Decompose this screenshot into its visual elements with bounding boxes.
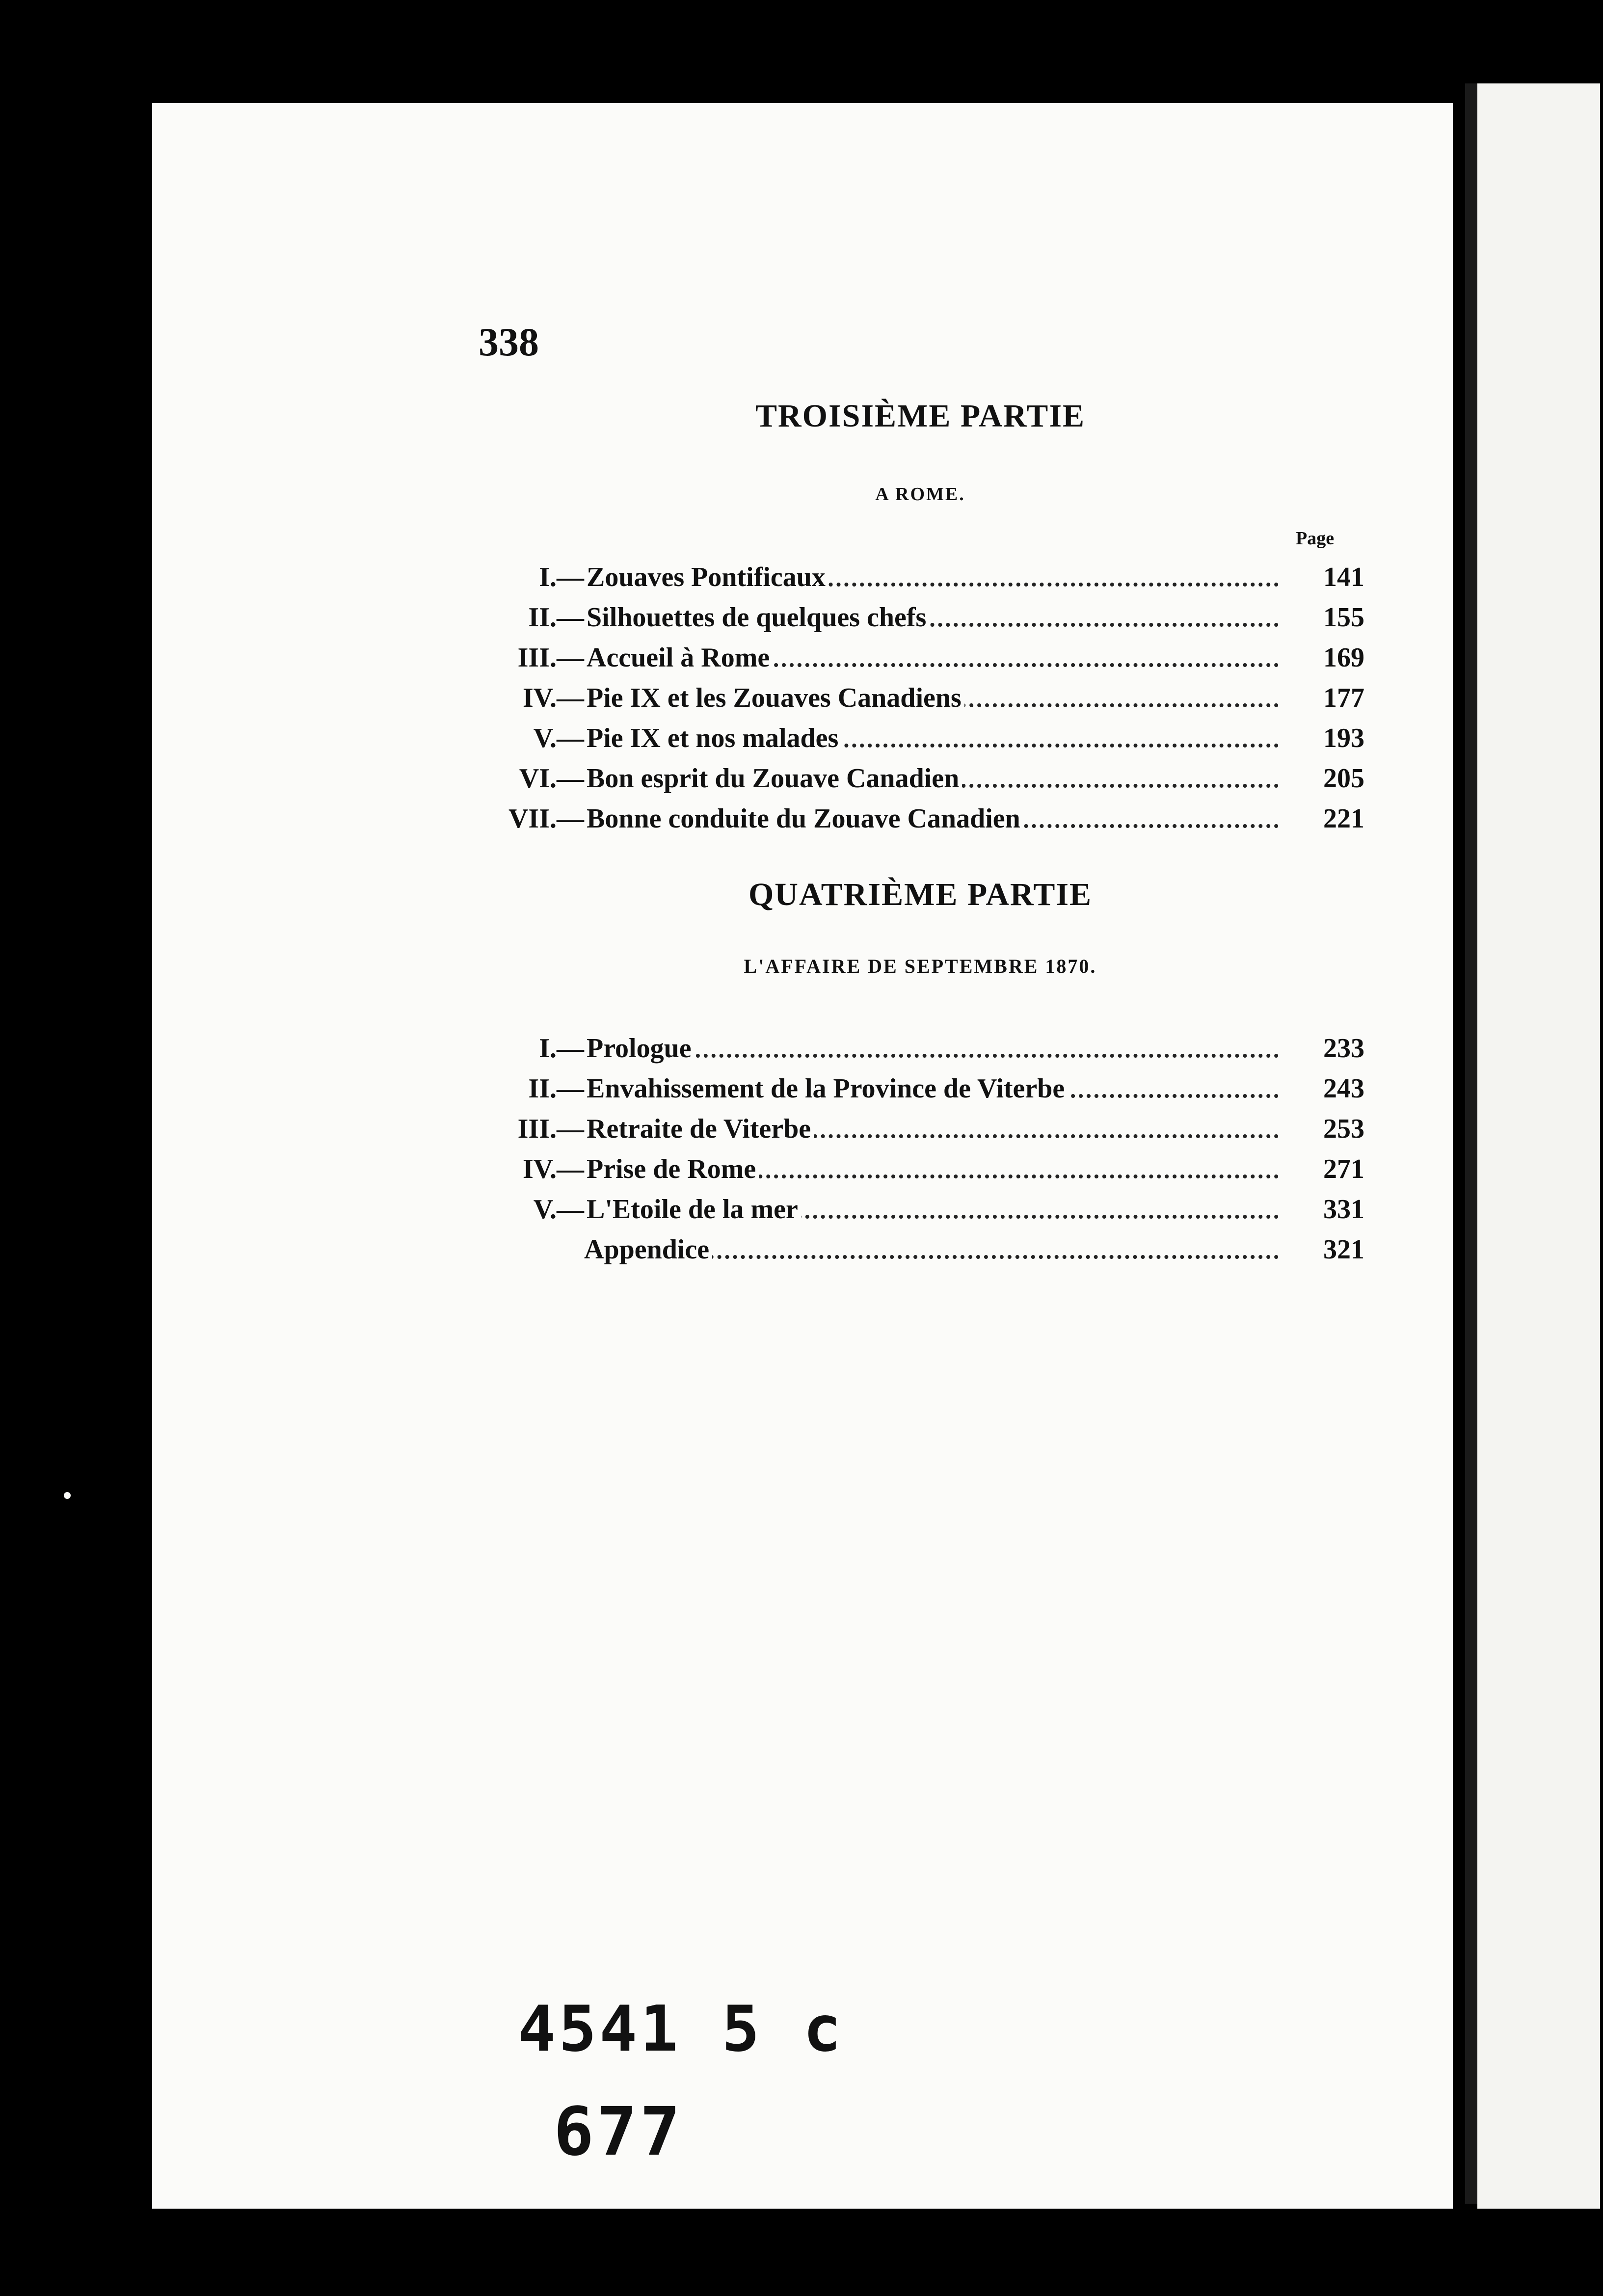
toc-entry-title: Retraite de Viterbe <box>587 1114 814 1144</box>
toc-entry-title: Bon esprit du Zouave Canadien <box>587 763 962 794</box>
toc-entry-number: VI.— <box>519 763 584 794</box>
toc-entry <box>471 1028 1364 1068</box>
library-stamp-line-2: 677 <box>554 2093 683 2171</box>
toc-entry-page: 331 <box>1323 1194 1364 1225</box>
toc-entry <box>471 1068 1364 1109</box>
toc-entry-number: III.— <box>517 642 584 673</box>
toc-entry <box>471 638 1364 678</box>
toc-entry-title: Bonne conduite du Zouave Canadien <box>587 803 1023 834</box>
toc-entry-page: 205 <box>1323 763 1364 794</box>
toc-entry-title: L'Etoile de la mer <box>587 1194 801 1225</box>
toc-entry-number: III.— <box>517 1114 584 1144</box>
part4-subtitle: L'AFFAIRE DE SEPTEMBRE 1870. <box>744 955 1097 977</box>
toc-entry-number: IV.— <box>522 683 584 713</box>
toc-entry-number: I.— <box>539 1033 584 1064</box>
toc-entry-page: 253 <box>1323 1114 1364 1144</box>
toc-entry-number: II.— <box>528 602 584 633</box>
toc-entry-page: 271 <box>1323 1154 1364 1184</box>
toc-entry-title: Prologue <box>587 1033 695 1064</box>
part3-title: TROISIÈME PARTIE <box>755 398 1086 434</box>
toc-entry-title: Zouaves Pontificaux <box>587 562 828 592</box>
margin-speck <box>64 1492 71 1499</box>
part3-toc <box>471 557 1364 839</box>
toc-entry-title: Envahissement de la Province de Viterbe <box>587 1073 1068 1104</box>
toc-entry-page: 221 <box>1323 803 1364 834</box>
toc-entry-page: 155 <box>1323 602 1364 633</box>
toc-entry-page: 193 <box>1323 723 1364 753</box>
library-stamp-line-1: 4541 5 c <box>518 1993 844 2066</box>
toc-entry-number: I.— <box>539 562 584 592</box>
toc-entry-number: II.— <box>528 1073 584 1104</box>
toc-entry-number: IV.— <box>522 1154 584 1184</box>
toc-entry-number: V.— <box>533 1194 584 1225</box>
toc-entry-page: 243 <box>1323 1073 1364 1104</box>
toc-entry <box>471 758 1364 799</box>
margin-speck <box>228 650 237 655</box>
page-column-label: Page <box>1296 528 1335 549</box>
toc-entry-page: 233 <box>1323 1033 1364 1064</box>
toc-entry <box>471 597 1364 638</box>
toc-entry <box>471 1149 1364 1189</box>
part4-toc <box>471 1028 1364 1270</box>
toc-entry-title: Silhouettes de quelques chefs <box>587 602 929 633</box>
toc-entry-title: Appendice <box>584 1234 712 1265</box>
toc-entry <box>471 557 1364 597</box>
part3-subtitle: A ROME. <box>875 484 965 505</box>
toc-entry-page: 177 <box>1323 683 1364 713</box>
toc-entry <box>471 1189 1364 1229</box>
toc-entry-title: Pie IX et les Zouaves Canadiens <box>587 683 964 713</box>
toc-entry-title: Accueil à Rome <box>587 642 773 673</box>
toc-entry-number: V.— <box>533 723 584 753</box>
page-number: 338 <box>479 320 539 364</box>
margin-speck <box>211 218 218 225</box>
page-binding-edge <box>1465 83 1477 2204</box>
part4-title: QUATRIÈME PARTIE <box>748 877 1093 912</box>
margin-speck <box>240 962 275 967</box>
toc-entry-page: 321 <box>1323 1234 1364 1265</box>
toc-entry-page: 141 <box>1323 562 1364 592</box>
toc-entry-number: VII.— <box>508 803 584 834</box>
toc-entry <box>471 799 1364 839</box>
toc-entry <box>471 1109 1364 1149</box>
toc-entry <box>471 718 1364 758</box>
toc-entry-title: Pie IX et nos malades <box>587 723 841 753</box>
toc-entry <box>471 678 1364 718</box>
page-edge-strip <box>1477 83 1600 2209</box>
toc-entry-page: 169 <box>1323 642 1364 673</box>
toc-entry <box>471 1229 1364 1270</box>
toc-entry-title: Prise de Rome <box>587 1154 759 1184</box>
